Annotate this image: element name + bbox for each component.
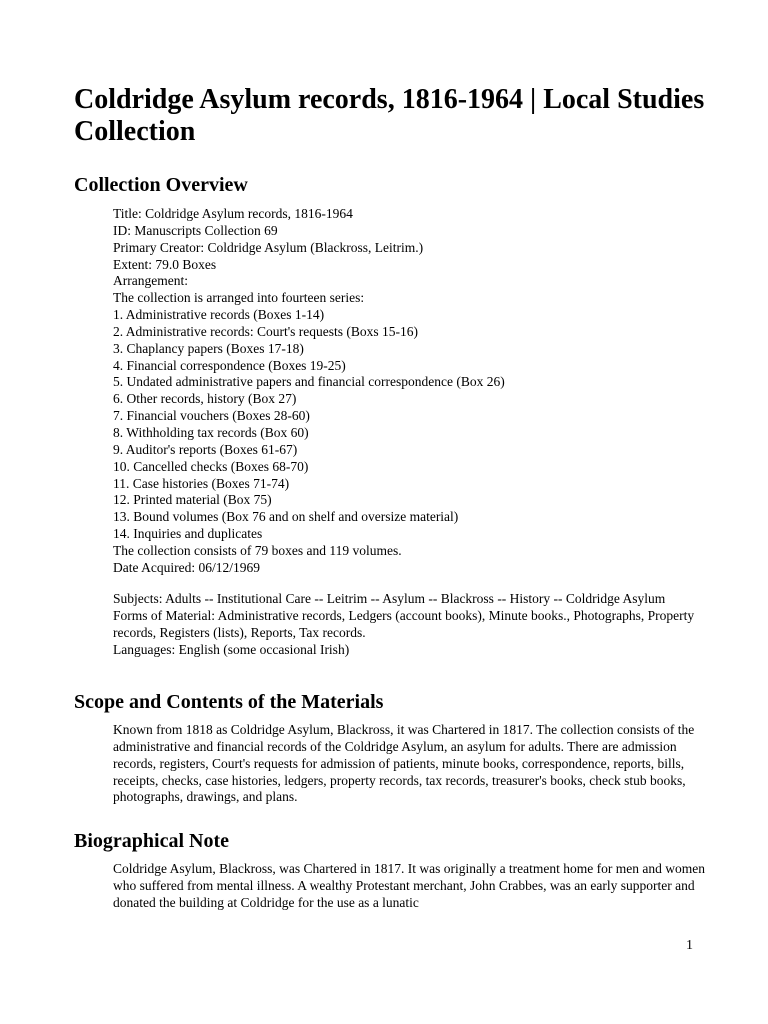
overview-line: ID: Manuscripts Collection 69 (113, 222, 278, 238)
series-item: 3. Chaplancy papers (Boxes 17-18) (113, 340, 304, 356)
series-item: 9. Auditor's reports (Boxes 61-67) (113, 441, 298, 457)
biographical-text: Coldridge Asylum, Blackross, was Chartered in 1817. It was originally a treatment home for men and women who suffered from mental illness. A wealthy Protestant merchant, John Crabbes, was an early supporter and donated the building at Coldridge for the use as a lunatic (113, 861, 705, 910)
series-item: 14. Inquiries and duplicates (113, 526, 263, 542)
series-item: 11. Case histories (Boxes 71-74) (113, 475, 290, 491)
overview-line: Extent: 79.0 Boxes (113, 256, 217, 272)
series-item: 1. Administrative records (Boxes 1-14) (113, 307, 325, 323)
scope-heading: Scope and Contents of the Materials (74, 691, 384, 713)
series-item: 6. Other records, history (Box 27) (113, 391, 297, 407)
series-item: 13. Bound volumes (Box 76 and on shelf and oversize material) (113, 509, 459, 525)
overview-line: The collection consists of 79 boxes and 119 volumes. (113, 542, 402, 558)
series-item: 8. Withholding tax records (Box 60) (113, 424, 309, 440)
page-title: Coldridge Asylum records, 1816-1964 | Local Studies Collection (74, 84, 705, 147)
biographical-note-heading: Biographical Note (74, 830, 229, 852)
date-acquired: Date Acquired: 06/12/1969 (113, 559, 260, 575)
overview-line: Arrangement: (113, 273, 188, 289)
page-number: 1 (686, 938, 693, 953)
collection-overview-details (113, 206, 713, 577)
subjects: Subjects: Adults -- Institutional Care -- Leitrim -- Asylum -- Blackross -- History -- Coldridge Asylum (113, 591, 666, 606)
forms-of-material: Forms of Material: Administrative records, Ledgers (account books), Minute books., Photographs, Property records, Registers (lists), Reports, Tax records. (113, 607, 695, 640)
overview-line: Primary Creator: Coldridge Asylum (Blackross, Leitrim.) (113, 239, 424, 255)
scope-contents (113, 722, 713, 806)
scope-text: Known from 1818 as Coldridge Asylum, Blackross, it was Chartered in 1817. The collection consists of the administrative and financial records of the Coldridge Asylum, an asylum for adults. There are admission records, registers, Court's requests for admission of patients, minute books, correspondence, reports, bills, receipts, checks, case histories, ledgers, property records, tax records, treasurer's books, check stub books, photographs, drawings, and plans. (113, 722, 695, 805)
overview-line: Title: Coldridge Asylum records, 1816-1964 (113, 206, 353, 221)
series-item: 10. Cancelled checks (Boxes 68-70) (113, 458, 309, 474)
languages: Languages: English (some occasional Irish) (113, 641, 350, 657)
biographical-note (113, 861, 713, 912)
collection-overview-heading: Collection Overview (74, 174, 248, 196)
series-item: 7. Financial vouchers (Boxes 28-60) (113, 408, 310, 424)
series-item: 2. Administrative records: Court's requests (Boxs 15-16) (113, 323, 419, 339)
series-item: 12. Printed material (Box 75) (113, 492, 272, 508)
overview-line: The collection is arranged into fourteen series: (113, 290, 365, 306)
collection-metadata (113, 591, 713, 658)
series-item: 4. Financial correspondence (Boxes 19-25) (113, 357, 346, 373)
series-item: 5. Undated administrative papers and financial correspondence (Box 26) (113, 374, 505, 390)
